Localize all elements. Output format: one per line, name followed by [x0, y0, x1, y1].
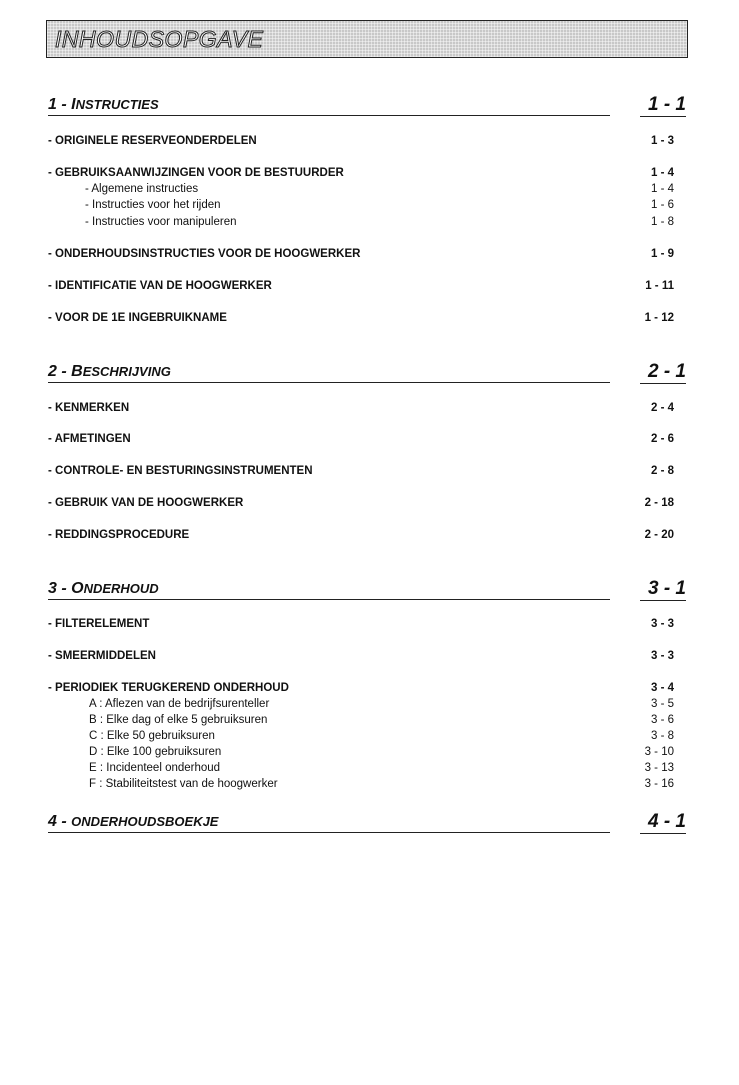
toc-entry: - ORIGINELE RESERVEONDERDELEN — [48, 135, 257, 147]
section-number: 3 - — [48, 580, 72, 597]
toc-entry-page: 1 - 3 — [650, 135, 674, 147]
toc-entry-page: 1 - 8 — [650, 216, 674, 228]
toc-entry-page: 1 - 4 — [650, 183, 674, 195]
toc-subentry: F : Stabiliteitstest van de hoogwerker — [89, 778, 278, 790]
section-name: ONDERHOUD — [71, 580, 159, 597]
toc-subentry: A : Aflezen van de bedrijfsurenteller — [89, 698, 270, 710]
toc-entry: - ONDERHOUDSINSTRUCTIES VOOR DE HOOGWERKER — [48, 248, 361, 260]
toc-subentry: C : Elke 50 gebruiksuren — [89, 730, 215, 742]
toc-subentry: E : Incidenteel onderhoud — [89, 762, 221, 774]
section-name: BESCHRIJVING — [71, 363, 171, 380]
toc-entry: - FILTERELEMENT — [48, 618, 150, 630]
toc-entry-page: 3 - 5 — [650, 698, 674, 710]
toc-subentry: B : Elke dag of elke 5 gebruiksuren — [89, 714, 268, 726]
section-heading — [48, 96, 610, 116]
toc-entry-page: 2 - 6 — [650, 433, 674, 445]
toc-subentry: - Instructies voor het rijden — [85, 199, 221, 211]
toc-entry: - GEBRUIKSAANWIJZINGEN VOOR DE BESTUURDER — [48, 167, 344, 179]
section-number: 4 - — [48, 813, 72, 830]
toc-subentry: D : Elke 100 gebruiksuren — [89, 746, 222, 758]
toc-entry-page: 2 - 18 — [644, 497, 674, 509]
toc-entry: - IDENTIFICATIE VAN DE HOOGWERKER — [48, 280, 272, 292]
toc-entry: - GEBRUIK VAN DE HOOGWERKER — [48, 497, 244, 509]
toc-entry-page: 2 - 8 — [650, 465, 674, 477]
section-heading — [48, 580, 610, 600]
toc-entry-page: 1 - 9 — [650, 248, 674, 260]
section-page: 2 - 1 — [640, 361, 686, 384]
section-page: 1 - 1 — [640, 94, 686, 117]
toc-title-banner — [46, 20, 688, 58]
section-page: 4 - 1 — [640, 811, 686, 834]
toc-entry-page: 3 - 4 — [650, 682, 674, 694]
section-number: 1 - — [48, 96, 72, 113]
toc-entry-page: 1 - 6 — [650, 199, 674, 211]
toc-subentry: - Instructies voor manipuleren — [85, 216, 237, 228]
toc-entry-page: 3 - 6 — [650, 714, 674, 726]
toc-entry-page: 2 - 20 — [644, 529, 674, 541]
section-heading — [48, 813, 610, 833]
toc-entry: - CONTROLE- EN BESTURINGSINSTRUMENTEN — [48, 465, 313, 477]
section-heading — [48, 363, 610, 383]
toc-entry: - REDDINGSPROCEDURE — [48, 529, 190, 541]
section-name: INSTRUCTIES — [71, 96, 159, 113]
toc-entry-page: 1 - 11 — [645, 280, 674, 292]
toc-subentry: - Algemene instructies — [85, 183, 199, 195]
section-number: 2 - — [48, 363, 72, 380]
toc-entry-page: 3 - 3 — [650, 618, 674, 630]
section-name: ONDERHOUDSBOEKJE — [71, 814, 219, 829]
toc-entry: - AFMETINGEN — [48, 433, 131, 445]
toc-entry: - PERIODIEK TERUGKEREND ONDERHOUD — [48, 682, 289, 694]
toc-entry-page: 1 - 12 — [644, 312, 674, 324]
toc-entry: - KENMERKEN — [48, 402, 130, 414]
toc-entry-page: 2 - 4 — [650, 402, 674, 414]
toc-entry-page: 3 - 16 — [644, 778, 674, 790]
toc-entry: - SMEERMIDDELEN — [48, 650, 156, 662]
toc-entry: - VOOR DE 1E INGEBRUIKNAME — [48, 312, 227, 324]
toc-entry-page: 1 - 4 — [650, 167, 674, 179]
section-page: 3 - 1 — [640, 578, 686, 601]
toc-title: INHOUDSOPGAVE — [55, 26, 264, 52]
toc-entry-page: 3 - 10 — [644, 746, 674, 758]
toc-entry-page: 3 - 3 — [650, 650, 674, 662]
toc-entry-page: 3 - 8 — [650, 730, 674, 742]
toc-entry-page: 3 - 13 — [644, 762, 674, 774]
